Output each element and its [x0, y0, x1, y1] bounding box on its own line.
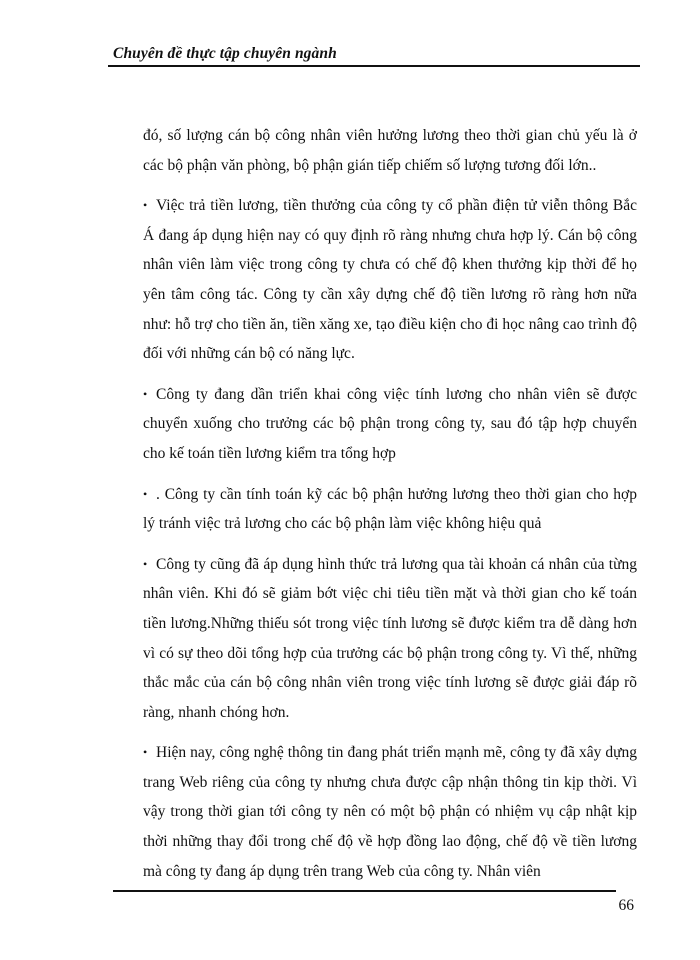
- bullet-icon: •: [143, 198, 148, 213]
- paragraph-text: Công ty đang dần triển khai công việc tính lương cho nhân viên sẽ được chuyển xuống cho trưởng các bộ phận trong công ty, sau đó tập hợp chuyển cho kế toán tiền lương kiểm tra tổng hợp: [143, 385, 637, 462]
- footer-rule: [113, 890, 616, 892]
- paragraph-bullet-2: [143, 380, 637, 469]
- bullet-icon: •: [143, 745, 148, 760]
- header-rule: [108, 65, 640, 67]
- paragraph-bullet-3: [143, 480, 637, 539]
- paragraph-text: . Công ty cần tính toán kỹ các bộ phận hưởng lương theo thời gian cho hợp lý tránh việc trả lương cho các bộ phận làm việc không hiệu quả: [143, 485, 637, 533]
- bullet-icon: •: [143, 556, 148, 571]
- paragraph-bullet-4: [143, 550, 637, 728]
- paragraph-text: Việc trả tiền lương, tiền thưởng của công ty cổ phần điện tử viễn thông Bắc Á đang áp dụng hiện nay có quy định rõ ràng nhưng chưa hợp lý. Cán bộ công nhân viên làm việc trong công ty chưa có chế độ khen thưởng kịp thời để họ yên tâm công tác. Công ty cần xây dựng chế độ tiền lương rõ ràng hơn nữa như: hỗ trợ cho tiền ăn, tiền xăng xe, tạo điều kiện cho đi học nâng cao trình độ đối với những cán bộ có năng lực.: [143, 197, 637, 363]
- page-number: 66: [618, 897, 634, 914]
- paragraph-text: Hiện nay, công nghệ thông tin đang phát triển mạnh mẽ, công ty đã xây dựng trang Web riêng của công ty nhưng chưa được cập nhận thông tin kịp thời. Vì vậy trong thời gian tới công ty nên có một bộ phận có nhiệm vụ cập nhật kịp thời những thay đổi trong chế độ về hợp đồng lao động, chế độ về tiền lương mà công ty đang áp dụng trên trang Web của công ty. Nhân viên: [143, 744, 637, 880]
- paragraph-bullet-1: [143, 191, 637, 369]
- header-title: Chuyên đề thực tập chuyên ngành: [113, 45, 337, 62]
- paragraph-continuation: [143, 121, 637, 180]
- paragraph-text: đó, số lượng cán bộ công nhân viên hưởng lương theo thời gian chủ yếu là ở các bộ phận văn phòng, bộ phận gián tiếp chiếm số lượng tương đối lớn..: [143, 127, 637, 174]
- body-text: [143, 121, 637, 897]
- bullet-icon: •: [143, 486, 148, 501]
- bullet-icon: •: [143, 386, 148, 401]
- paragraph-text: Công ty cũng đã áp dụng hình thức trả lương qua tài khoản cá nhân của từng nhân viên. Khi đó sẽ giảm bớt việc chi tiêu tiền mặt và thời gian cho kế toán tiền lương.Những thiếu sót trong việc tính lương sẽ được kiểm tra dễ dàng hơn vì có sự theo dõi tổng hợp của trưởng các bộ phận trong công ty. Vì thế, những thắc mắc của cán bộ công nhân viên trong việc tính lương sẽ được giải đáp rõ ràng, nhanh chóng hơn.: [143, 555, 637, 721]
- paragraph-bullet-5: [143, 738, 637, 886]
